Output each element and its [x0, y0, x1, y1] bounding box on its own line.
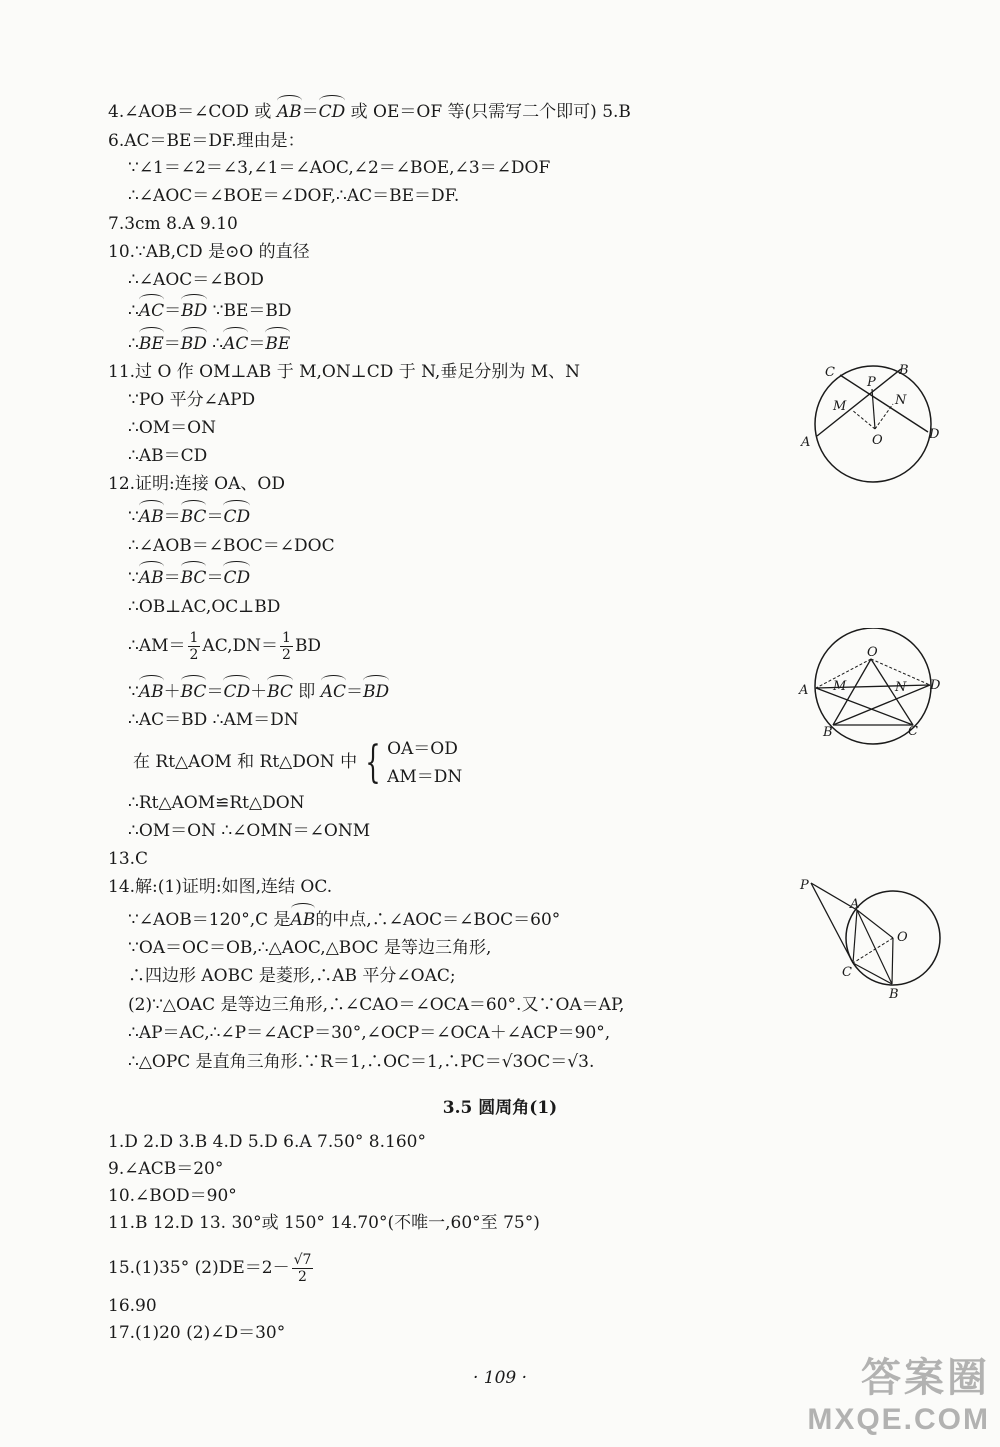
section-title: 3.5 圆周角(1): [442, 1098, 558, 1118]
watermark-url: MXQE.COM: [807, 1403, 990, 1436]
answer-line: 11.B 12.D 13. 30°或 150° 14.70°(不唯一,60°至 75°): [108, 1213, 540, 1233]
figure-circle-triangles-2: [795, 628, 955, 748]
watermark-logo: 答案圈: [861, 1356, 990, 1400]
label-a: A: [799, 683, 809, 698]
label-p: P: [867, 375, 876, 390]
answer-line: 15.(1)35° (2)DE＝2－ $\frac{√7}{2}$: [108, 1252, 312, 1285]
label-o: O: [897, 930, 908, 945]
answer-line: 7.3cm 8.A 9.10: [108, 214, 238, 234]
answer-line: ∴∠AOB＝∠BOC＝∠DOC: [128, 536, 335, 556]
answer-line: 10.∠BOD＝90°: [108, 1186, 237, 1206]
answer-line: ∵AB＝BC＝CD: [128, 568, 251, 588]
answer-line: ∵AB＝BC＝CD: [128, 507, 251, 527]
figure-circle-chords-1: [795, 358, 955, 488]
segment-on: [875, 404, 893, 429]
answer-line: ∴AC＝BD ∴AM＝DN: [128, 710, 299, 730]
answer-line: 10.∵AB,CD 是⊙O 的直径: [108, 242, 310, 262]
answer-line: ∴△OPC 是直角三角形.∵R＝1,∴OC＝1,∴PC＝√3OC＝√3.: [128, 1052, 595, 1072]
answer-line: 12.证明:连接 OA、OD: [108, 474, 285, 494]
label-a: A: [801, 435, 811, 450]
answer-line: ∴Rt△AOM≌Rt△DON: [128, 793, 305, 813]
label-d: D: [930, 678, 941, 693]
answer-line: ∴AM＝ $\frac{1}{2}$ AC,DN＝ $\frac{1}{2}$ BD: [128, 630, 322, 663]
answer-line: 16.90: [108, 1296, 157, 1316]
segment-oc: [853, 938, 893, 963]
answer-line: ∴AB＝CD: [128, 446, 208, 466]
label-m: M: [833, 679, 847, 694]
answer-line: 9.∠ACB＝20°: [108, 1159, 224, 1179]
segment-om: [852, 410, 875, 429]
label-d: D: [929, 427, 940, 442]
label-p: P: [800, 878, 809, 893]
answer-line: ∵∠1＝∠2＝∠3,∠1＝∠AOC,∠2＝∠BOE,∠3＝∠DOF: [128, 158, 551, 178]
answer-line: 14.解:(1)证明:如图,连结 OC.: [108, 877, 333, 897]
segment-ob: [892, 938, 893, 984]
label-o: O: [867, 645, 878, 660]
label-c: C: [842, 965, 852, 980]
answer-line: 4.∠AOB＝∠COD 或 AB＝CD 或 OE＝OF 等(只需写二个即可) 5.B: [108, 102, 631, 122]
answer-line: 在 Rt△AOM 和 Rt△DON 中 { OA＝OD AM＝DN: [133, 734, 462, 791]
figure-circle-tangent-3: [795, 873, 955, 1003]
answer-line: ∵PO 平分∠APD: [128, 390, 256, 410]
answer-line: ∴BE＝BD ∴AC＝BE: [128, 334, 291, 354]
answer-line: ∴OB⊥AC,OC⊥BD: [128, 597, 281, 617]
answer-line: (2)∵△OAC 是等边三角形,∴∠CAO＝∠OCA＝60°.又∵OA＝AP,: [128, 995, 625, 1015]
watermark: [807, 1346, 990, 1437]
answer-line: ∴∠AOC＝∠BOD: [128, 270, 264, 290]
page-number: · 109 ·: [472, 1368, 528, 1388]
fraction: $\frac{1}{2}$: [189, 630, 199, 663]
arc-ab: AB: [276, 102, 302, 122]
segment-po: [872, 389, 875, 429]
segment-ac: [853, 910, 857, 963]
answer-line: ∴四边形 AOBC 是菱形,∴AB 平分∠OAC;: [128, 966, 456, 986]
label-b: B: [899, 363, 909, 378]
label-c: C: [908, 724, 918, 739]
arc-cd: CD: [318, 102, 346, 122]
answer-line: ∴AC＝BD ∵BE＝BD: [128, 301, 292, 321]
answer-line: ∴OM＝ON ∴∠OMN＝∠ONM: [128, 821, 371, 841]
answer-line: ∵∠AOB＝120°,C 是AB的中点,∴∠AOC＝∠BOC＝60°: [128, 910, 561, 930]
answer-line: 17.(1)20 (2)∠D＝30°: [108, 1323, 286, 1343]
answer-line: ∵OA＝OC＝OB,∴△AOC,△BOC 是等边三角形,: [128, 938, 492, 958]
fraction: $\frac{1}{2}$: [282, 630, 291, 663]
system-of-equations: OA＝OD AM＝DN: [387, 738, 463, 787]
label-a: A: [850, 897, 860, 912]
label-c: C: [825, 365, 835, 380]
segment-oc: [871, 659, 913, 725]
fraction: $\frac{√7}{2}$: [293, 1252, 312, 1285]
label-b: B: [823, 725, 833, 740]
segment-bd: [833, 685, 930, 725]
answer-line: ∴∠AOC＝∠BOE＝∠DOF,∴AC＝BE＝DF.: [128, 186, 460, 206]
answer-line: 1.D 2.D 3.B 4.D 5.D 6.A 7.50° 8.160°: [108, 1132, 426, 1152]
answer-line: 11.过 O 作 OM⊥AB 于 M,ON⊥CD 于 N,垂足分别为 M、N: [108, 362, 581, 382]
answer-line: 13.C: [108, 849, 149, 869]
label-b: B: [889, 987, 899, 1002]
segment-ao: [857, 910, 893, 938]
label-n: N: [895, 680, 907, 695]
label-n: N: [895, 393, 907, 408]
label-m: M: [833, 399, 847, 414]
answer-line: ∵AB＋BC＝CD＋BC 即 AC＝BD: [128, 682, 390, 702]
label-o: O: [872, 433, 883, 448]
answer-line: 6.AC＝BE＝DF.理由是：: [108, 131, 305, 151]
answer-line: ∴OM＝ON: [128, 418, 216, 438]
answer-line: ∴AP＝AC,∴∠P＝∠ACP＝30°,∠OCP＝∠OCA＋∠ACP＝90°,: [128, 1023, 611, 1043]
